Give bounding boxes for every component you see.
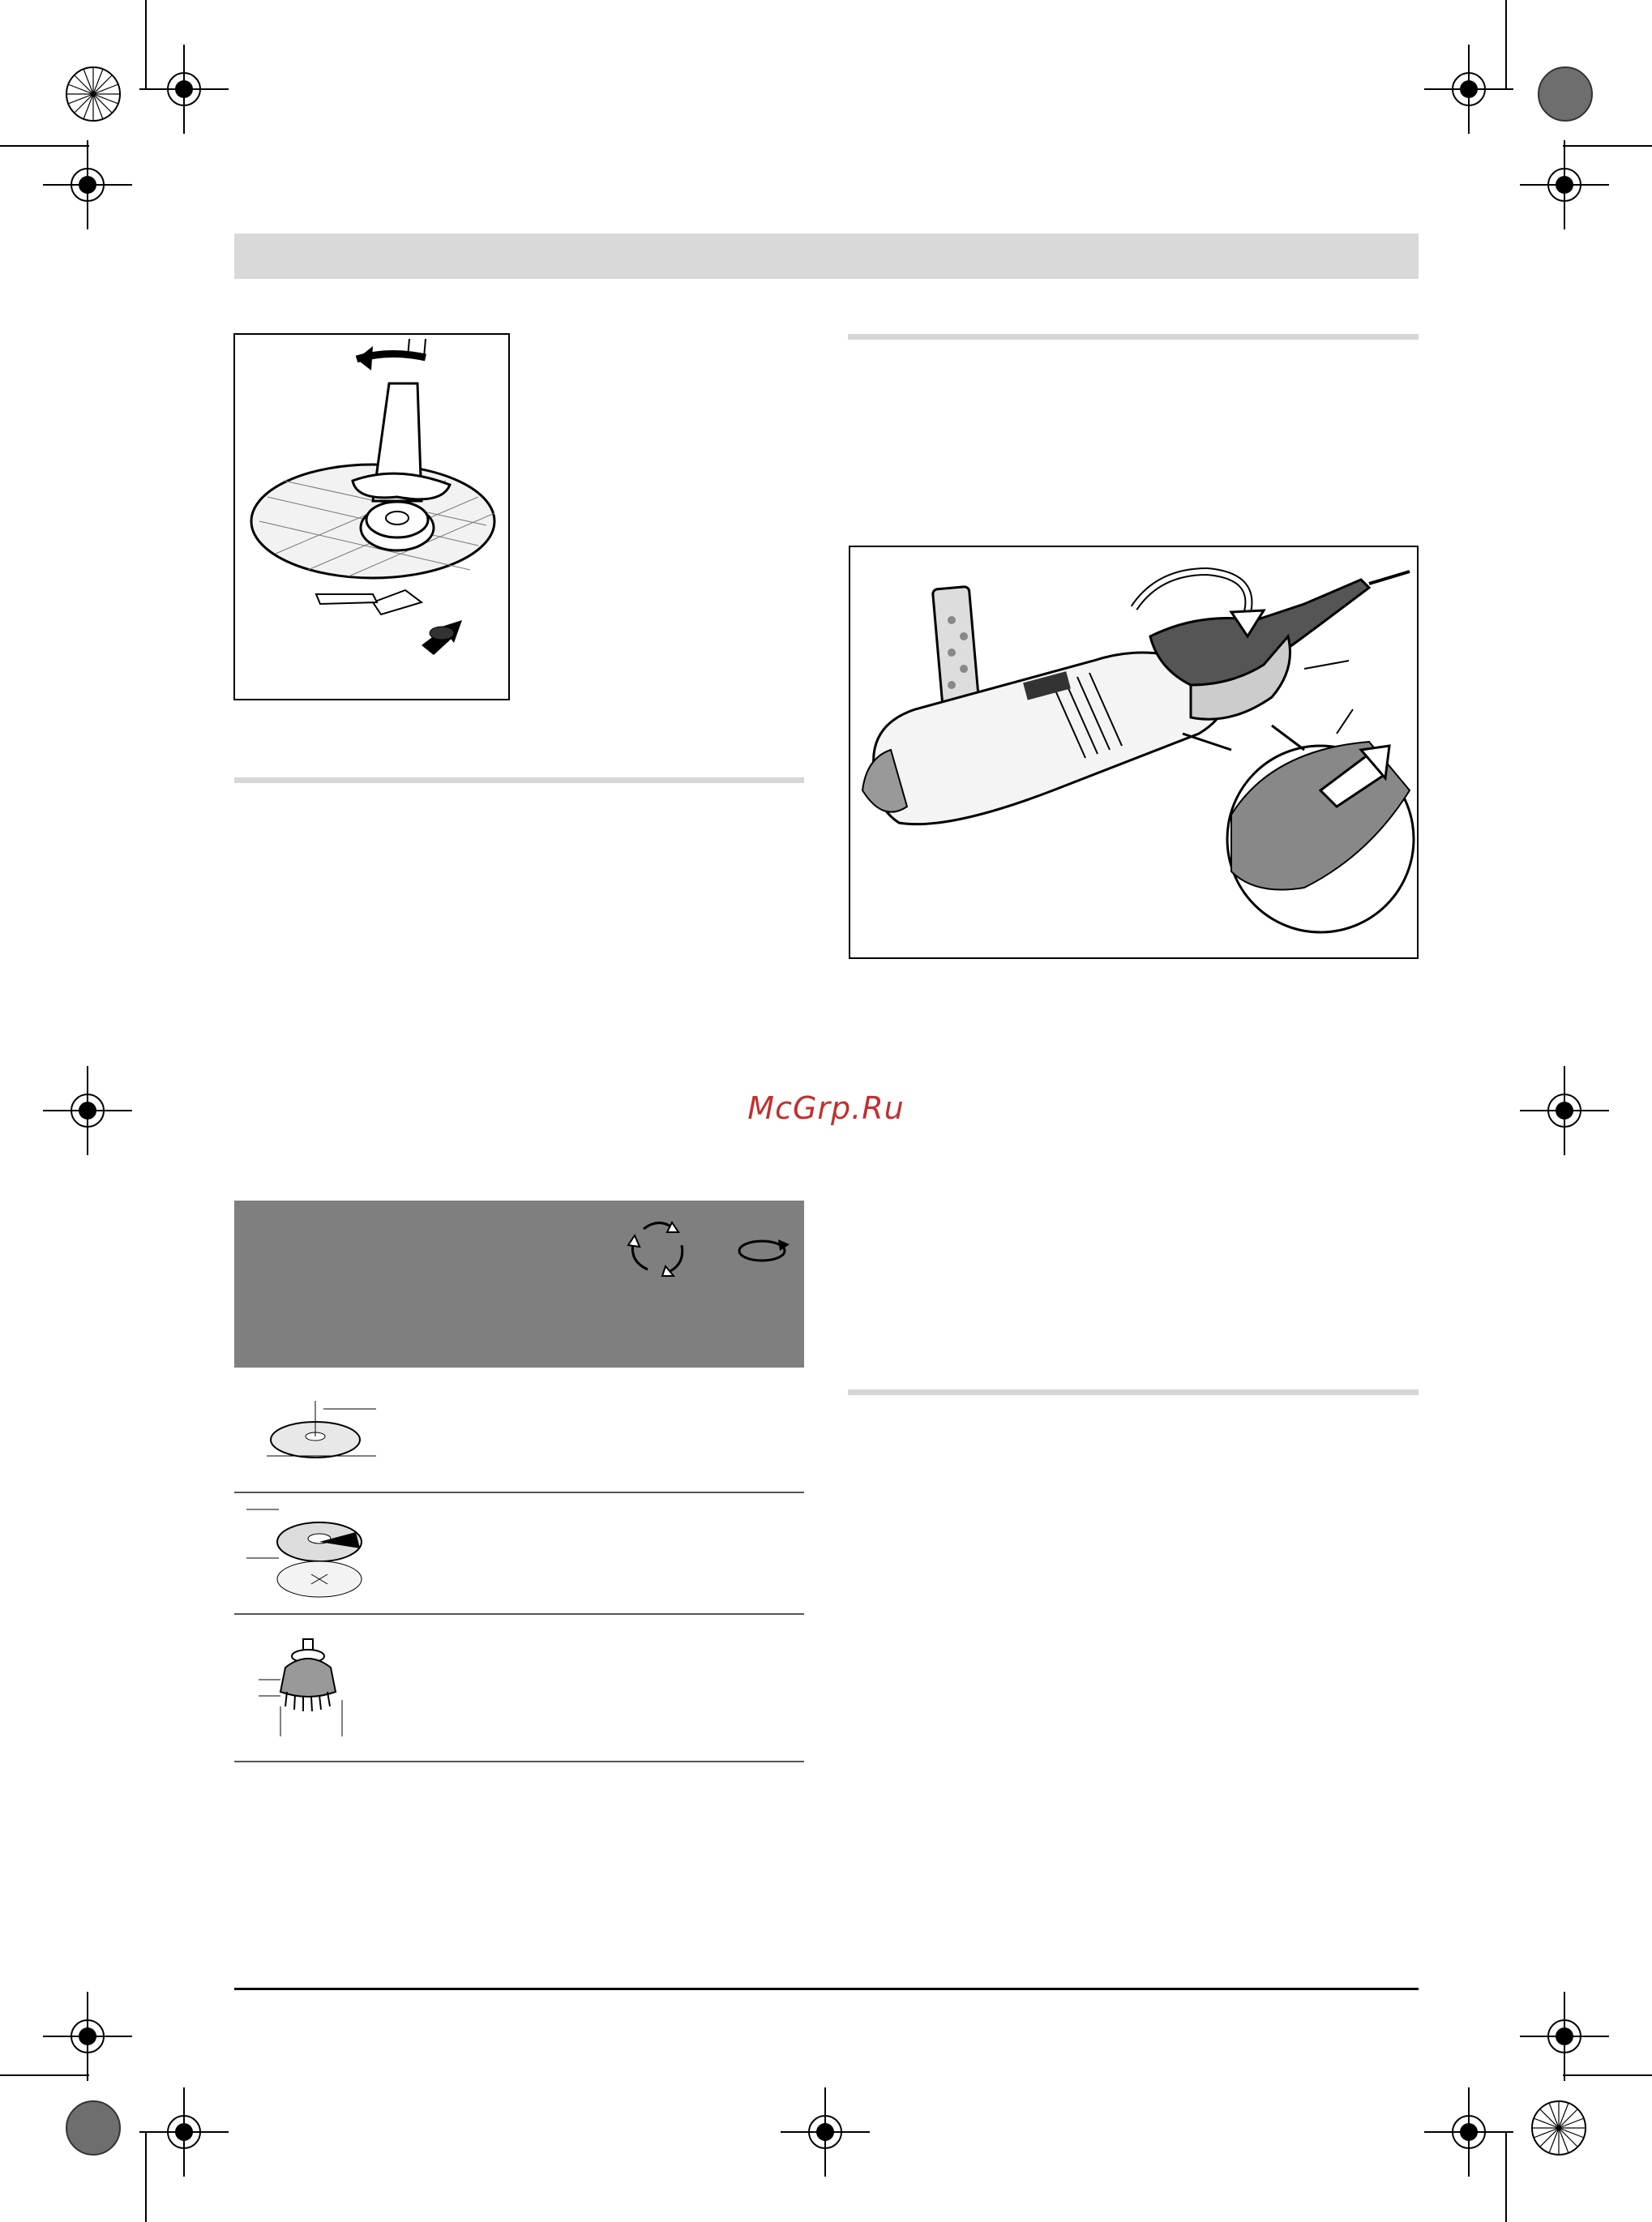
table-row	[234, 1493, 804, 1613]
grinding-disc-wrench-illustration	[235, 335, 508, 699]
rotation-direction-icon	[734, 1233, 793, 1265]
section-rule	[848, 1389, 1419, 1395]
table-row	[234, 1368, 804, 1492]
table-divider	[234, 1761, 804, 1762]
recycle-arrows-icon	[623, 1214, 693, 1279]
figure-disc-wrench	[233, 333, 510, 700]
wire-cup-brush-icon	[259, 1635, 356, 1740]
footer-rule	[234, 1988, 1419, 1990]
cutting-disc-icon	[267, 1401, 380, 1466]
header-bar	[234, 233, 1419, 279]
figure-guard-rotation	[849, 546, 1419, 959]
section-rule	[234, 777, 804, 783]
table-header	[234, 1201, 804, 1368]
section-rule	[848, 334, 1419, 340]
watermark: McGrp.Ru	[747, 1090, 905, 1126]
table-row	[234, 1615, 804, 1761]
angle-grinder-guard-rotation-illustration	[850, 547, 1417, 957]
grinding-disc-icon	[246, 1508, 368, 1605]
